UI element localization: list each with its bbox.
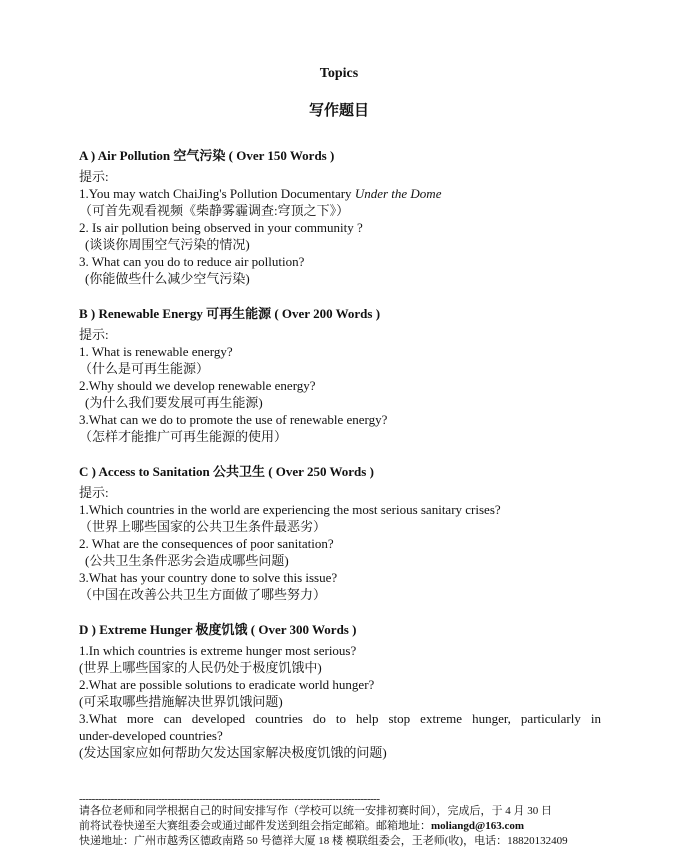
question-2-chinese: (公共卫生条件恶劣会造成哪些问题) xyxy=(85,553,289,568)
question-3-chinese: （怎样才能推广可再生能源的使用） xyxy=(79,429,288,444)
footer-notice xyxy=(79,794,599,849)
topic-section-c xyxy=(79,462,601,603)
question-text: 1.You may watch ChaiJing's Pollution Documentary xyxy=(79,186,355,201)
page-title-english: Topics xyxy=(319,66,359,81)
question-1-chinese: (世界上哪些国家的人民仍处于极度饥饿中) xyxy=(79,660,322,675)
section-title: A ) Air Pollution 空气污染 ( Over 150 Words ) xyxy=(79,148,335,163)
footer-line-2 xyxy=(79,819,599,834)
question-2: 2.What are possible solutions to eradicate world hunger? xyxy=(79,677,375,692)
question-3: 3.What more can developed countries do to help stop extreme hunger, particularly in xyxy=(79,711,601,726)
question-3-chinese: (发达国家应如何帮助欠发达国家解决极度饥饿的问题) xyxy=(79,745,387,760)
topic-section-b xyxy=(79,304,601,445)
hint-label: 提示: xyxy=(79,327,109,342)
topic-section-a xyxy=(79,146,601,287)
topic-section-d xyxy=(79,620,601,761)
question-3-continued: under-developed countries? xyxy=(79,728,223,743)
question-2: 2. What are the consequences of poor sanitation? xyxy=(79,536,334,551)
documentary-title: Under the Dome xyxy=(354,186,442,201)
question-1-chinese: （世界上哪些国家的公共卫生条件最恶劣） xyxy=(79,519,327,534)
question-2-chinese: (可采取哪些措施解决世界饥饿问题) xyxy=(79,694,283,709)
question-1-chinese: （什么是可再生能源） xyxy=(79,361,210,376)
question-1: 1.Which countries in the world are experiencing the most serious sanitary crises? xyxy=(79,502,501,517)
question-3-chinese: （中国在改善公共卫生方面做了哪些努力） xyxy=(79,587,327,602)
question-3: 3.What can we do to promote the use of renewable energy? xyxy=(79,412,388,427)
question-1 xyxy=(79,185,601,202)
question-3: 3. What can you do to reduce air pollution? xyxy=(79,254,305,269)
question-3: 3.What has your country done to solve this issue? xyxy=(79,570,338,585)
question-2-chinese: (为什么我们要发展可再生能源) xyxy=(85,395,263,410)
footer-separator: ----------------------------------------------------------------------------------------------- xyxy=(79,794,380,804)
section-title: C ) Access to Sanitation 公共卫生 ( Over 250 Words ) xyxy=(79,464,374,479)
question-2: 2.Why should we develop renewable energy? xyxy=(79,378,316,393)
footer-line-2-text: 前将试卷快递至大赛组委会或通过邮件发送到组会指定邮箱。邮箱地址： xyxy=(79,820,431,832)
question-1: 1.In which countries is extreme hunger most serious? xyxy=(79,643,357,658)
question-3-chinese: (你能做些什么减少空气污染) xyxy=(85,271,250,286)
question-2: 2. Is air pollution being observed in your community ? xyxy=(79,220,363,235)
footer-line-3: 快递地址：广州市越秀区德政南路 50 号德祥大厦 18 楼 模联组委会，王老师(收)，电话：18820132409 xyxy=(79,835,568,847)
page-title-chinese: 写作题目 xyxy=(308,103,369,119)
section-title: D ) Extreme Hunger 极度饥饿 ( Over 300 Words ) xyxy=(79,622,357,637)
email-address: moliangd@163.com xyxy=(431,820,525,832)
hint-label: 提示: xyxy=(79,169,109,184)
question-1: 1. What is renewable energy? xyxy=(79,344,233,359)
section-title: B ) Renewable Energy 可再生能源 ( Over 200 Words ) xyxy=(79,306,381,321)
hint-label: 提示: xyxy=(79,485,109,500)
question-1-chinese: （可首先观看视频《柴静雾霾调查:穹顶之下》） xyxy=(79,203,350,218)
question-2-chinese: (谈谈你周围空气污染的情况) xyxy=(85,237,250,252)
footer-line-1: 请各位老师和同学根据自己的时间安排写作（学校可以统一安排初赛时间），完成后，于 4 月 30 日 xyxy=(79,805,552,817)
